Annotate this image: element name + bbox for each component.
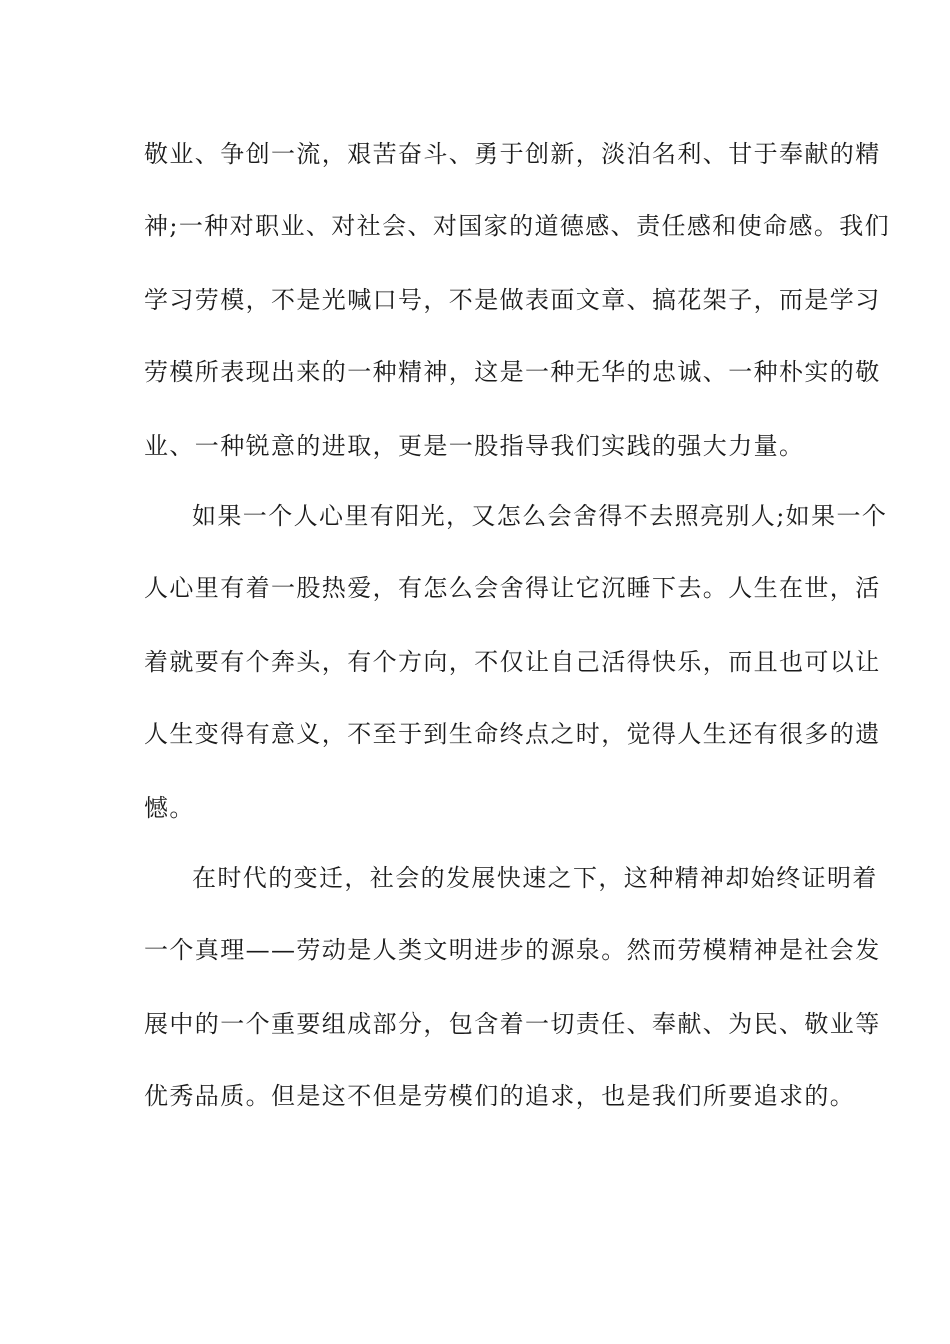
text-line: 人心里有着一股热爱，有怎么会舍得让它沉睡下去。人生在世，活 (144, 574, 881, 602)
text-line: 憾。 (144, 794, 195, 822)
text-line: 在时代的变迁，社会的发展快速之下，这种精神却始终证明着 (192, 864, 878, 892)
text-line: 一个真理——劳动是人类文明进步的源泉。然而劳模精神是社会发 (144, 936, 881, 964)
text-line: 业、一种锐意的进取，更是一股指导我们实践的强大力量。 (144, 432, 805, 460)
text-line: 人生变得有意义，不至于到生命终点之时，觉得人生还有很多的遗 (144, 720, 881, 748)
text-line: 敬业、争创一流，艰苦奋斗、勇于创新，淡泊名利、甘于奉献的精 (144, 140, 881, 168)
text-line: 展中的一个重要组成部分，包含着一切责任、奉献、为民、敬业等 (144, 1010, 881, 1038)
text-line: 如果一个人心里有阳光，又怎么会舍得不去照亮别人;如果一个 (192, 502, 888, 530)
text-line: 优秀品质。但是这不但是劳模们的追求，也是我们所要追求的。 (144, 1082, 856, 1110)
text-line: 劳模所表现出来的一种精神，这是一种无华的忠诚、一种朴实的敬 (144, 358, 881, 386)
text-line: 神;一种对职业、对社会、对国家的道德感、责任感和使命感。我们 (144, 212, 891, 240)
text-line: 学习劳模，不是光喊口号，不是做表面文章、搞花架子，而是学习 (144, 286, 881, 314)
text-line: 着就要有个奔头，有个方向，不仅让自己活得快乐，而且也可以让 (144, 648, 881, 676)
